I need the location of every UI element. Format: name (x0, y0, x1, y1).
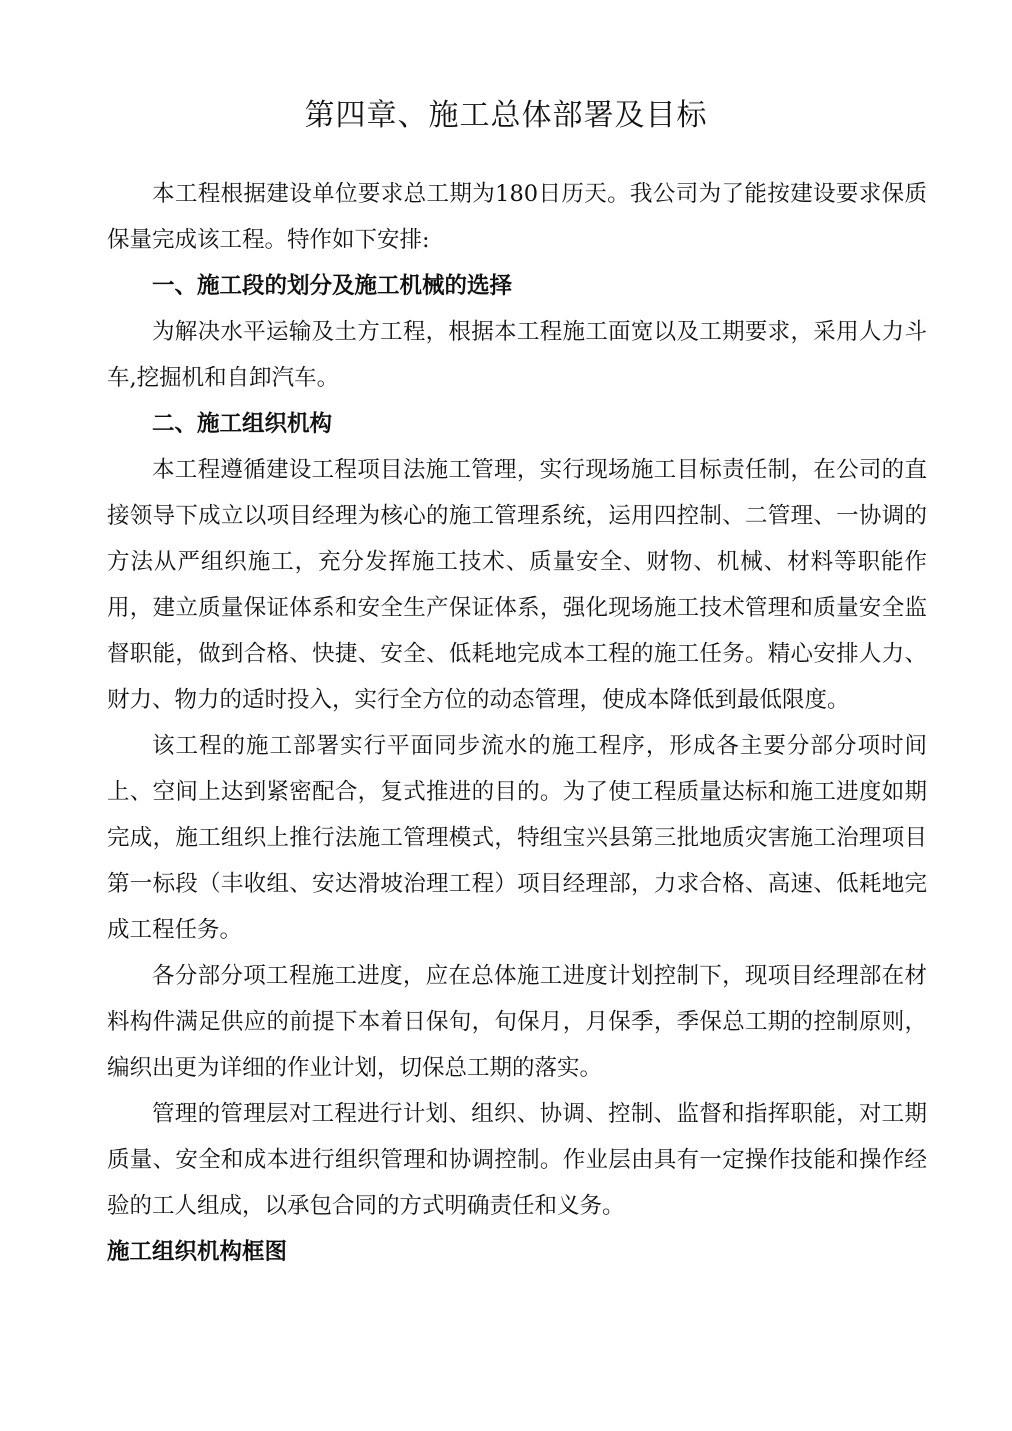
section-1-heading: 一、施工段的划分及施工机械的选择 (152, 273, 513, 299)
section-2-paragraph-3: 各分部分项工程施工进度，应在总体施工进度计划控制下，现项目经理部在材料构件满足供应的前提下本着日保旬，旬保月，月保季，季保总工期的控制原则，编织出更为详细的作业计划，切保总工期的落实。 (107, 963, 927, 1081)
section-2-paragraph-4: 管理的管理层对工程进行计划、组织、协调、控制、监督和指挥职能，对工期质量、安全和成本进行组织管理和协调控制。作业层由具有一定操作技能和操作经验的工人组成，以承包合同的方式明确责任和义务。 (107, 1101, 927, 1219)
section-2-heading: 二、施工组织机构 (152, 411, 333, 437)
org-chart-heading: 施工组织机构框图 (107, 1239, 288, 1265)
chapter-title: 第四章、施工总体部署及目标 (304, 98, 708, 133)
section-1-paragraph: 为解决水平运输及土方工程，根据本工程施工面宽以及工期要求，采用人力斗车,挖掘机和自卸汽车。 (107, 319, 927, 391)
section-2-paragraph-1: 本工程遵循建设工程项目法施工管理，实行现场施工目标责任制，在公司的直接领导下成立以项目经理为核心的施工管理系统，运用四控制、二管理、一协调的方法从严组织施工，充分发挥施工技术、质量安全、财物、机械、材料等职能作用，建立质量保证体系和安全生产保证体系，强化现场施工技术管理和质量安全监督职能，做到合格、快捷、安全、低耗地完成本工程的施工任务。精心安排人力、财力、物力的适时投入，实行全方位的动态管理，使成本降低到最低限度。 (107, 457, 927, 713)
section-2-paragraph-2: 该工程的施工部署实行平面同步流水的施工程序，形成各主要分部分项时间上、空间上达到紧密配合，复式推进的目的。为了使工程质量达标和施工进度如期完成，施工组织上推行法施工管理模式，特组宝兴县第三批地质灾害施工治理项目第一标段（丰收组、安达滑坡治理工程）项目经理部，力求合格、高速、低耗地完成工程任务。 (107, 733, 927, 943)
document-body (107, 171, 927, 1275)
intro-paragraph: 本工程根据建设单位要求总工期为180日历天。我公司为了能按建设要求保质保量完成该工程。特作如下安排: (107, 181, 927, 253)
